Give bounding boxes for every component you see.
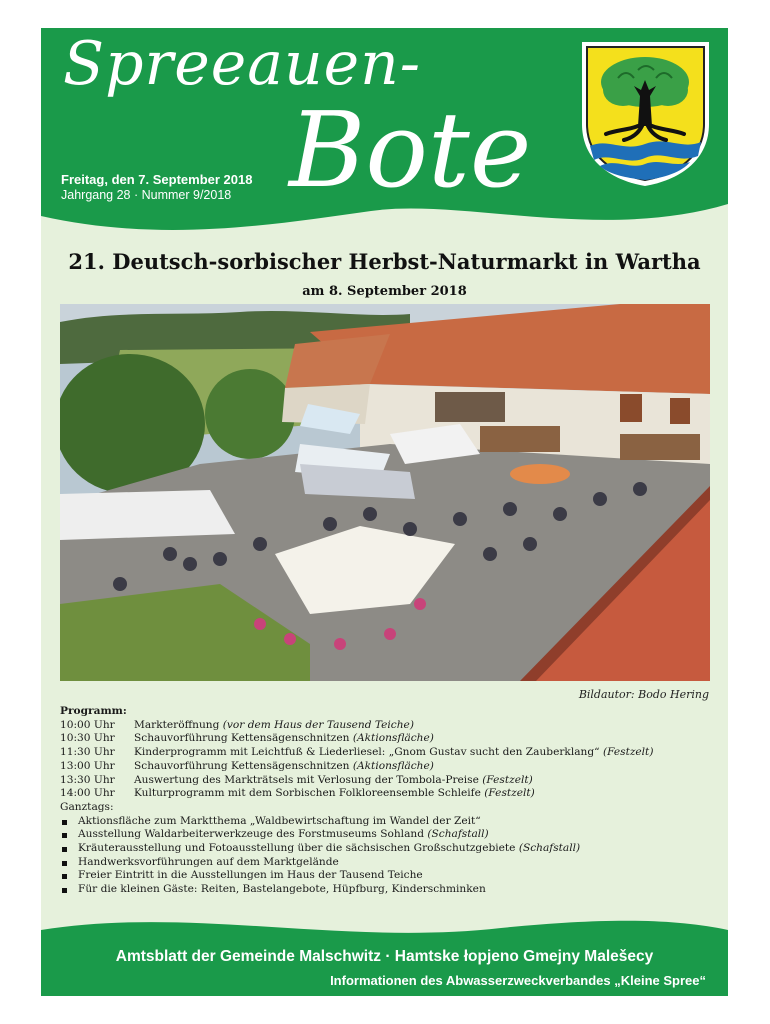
municipal-coat-of-arms-tree-icon	[578, 38, 713, 188]
photo-credit: Bildautor: Bodo Hering	[578, 688, 709, 701]
list-item-text: Aktionsfläche zum Marktthema „Waldbewirtschaftung im Wandel der Zeit“	[78, 814, 481, 827]
issue-number: Jahrgang 28 · Nummer 9/2018	[61, 188, 232, 202]
footer-banner	[41, 908, 728, 996]
program-description	[134, 746, 710, 760]
footer-info-line: Informationen des Abwasserzweckverbandes „Kleine Spree“	[330, 973, 706, 988]
issue-date: Freitag, den 7. September 2018	[61, 172, 253, 187]
program-time: 13:30 Uhr	[60, 773, 115, 786]
program-location: (Festzelt)	[482, 773, 533, 786]
program-row	[60, 760, 710, 774]
program-text: Kulturprogramm mit dem Sorbischen Folkloreensemble Schleife	[134, 787, 481, 800]
list-item	[60, 883, 710, 897]
program-description	[134, 787, 710, 801]
masthead	[41, 28, 728, 258]
list-item-text: Handwerksvorführungen auf dem Marktgelände	[78, 855, 339, 868]
program-row	[60, 774, 710, 788]
program-time: 14:00 Uhr	[60, 787, 115, 800]
list-item-text: Kräuterausstellung und Fotoausstellung über die sächsischen Großschutzgebiete	[78, 842, 516, 855]
footer-official-gazette: Amtsblatt der Gemeinde Malschwitz · Hamtske łopjeno Gmejny Malešecy	[115, 948, 654, 965]
all-day-title: Ganztags:	[60, 800, 114, 813]
program-location: (Festzelt)	[602, 746, 654, 759]
program-title: Programm:	[60, 705, 127, 717]
list-item	[60, 815, 710, 829]
program-description	[134, 774, 710, 788]
headline: 21. Deutsch-sorbischer Herbst-Naturmarkt in Wartha	[68, 249, 701, 274]
program-location: (vor dem Haus der Tausend Teiche)	[222, 718, 414, 731]
list-item-location: (Schafstall)	[518, 842, 581, 855]
list-item-text: Ausstellung Waldarbeiterwerkzeuge des Forstmuseums Sohland	[78, 828, 424, 841]
program-description	[134, 732, 710, 746]
list-item	[60, 856, 710, 870]
list-item-location: (Schafstall)	[427, 828, 489, 841]
program-text: Auswertung des Markträtsels mit Verlosung der Tombola-Preise	[134, 773, 479, 786]
program-time: 10:00 Uhr	[60, 718, 115, 731]
program-section	[60, 705, 710, 897]
program-text: Kinderprogramm mit Leichtfuß & Liederliesel: „Gnom Gustav sucht den Zauberklang“	[134, 746, 600, 759]
program-time: 13:00 Uhr	[60, 759, 115, 772]
newsletter-cover	[41, 28, 728, 996]
program-time: 10:30 Uhr	[60, 732, 115, 745]
list-item	[60, 869, 710, 883]
program-text: Schauvorführung Kettensägenschnitzen	[134, 759, 350, 772]
program-location: (Aktionsfläche)	[352, 732, 434, 745]
program-description	[134, 760, 710, 774]
all-day-list	[60, 815, 710, 897]
subheadline: am 8. September 2018	[302, 284, 467, 299]
program-row	[60, 732, 710, 746]
list-item-text: Freier Eintritt in die Ausstellungen im Haus der Tausend Teiche	[78, 869, 423, 882]
program-location: (Aktionsfläche)	[352, 759, 434, 772]
list-item	[60, 828, 710, 842]
program-text: Schauvorführung Kettensägenschnitzen	[134, 732, 350, 745]
program-row	[60, 787, 710, 801]
market-photo	[60, 304, 710, 681]
list-item-text: Für die kleinen Gäste: Reiten, Bastelangebote, Hüpfburg, Kinderschminken	[78, 883, 486, 896]
program-row	[60, 746, 710, 760]
masthead-title-line1: Spreeauen-	[63, 29, 422, 99]
program-description	[134, 719, 710, 733]
list-item	[60, 842, 710, 856]
program-time: 11:30 Uhr	[60, 746, 115, 759]
masthead-title-line2: Bote	[289, 89, 532, 211]
program-row	[60, 719, 710, 733]
program-text: Markteröffnung	[134, 718, 220, 731]
program-location: (Festzelt)	[484, 787, 535, 800]
